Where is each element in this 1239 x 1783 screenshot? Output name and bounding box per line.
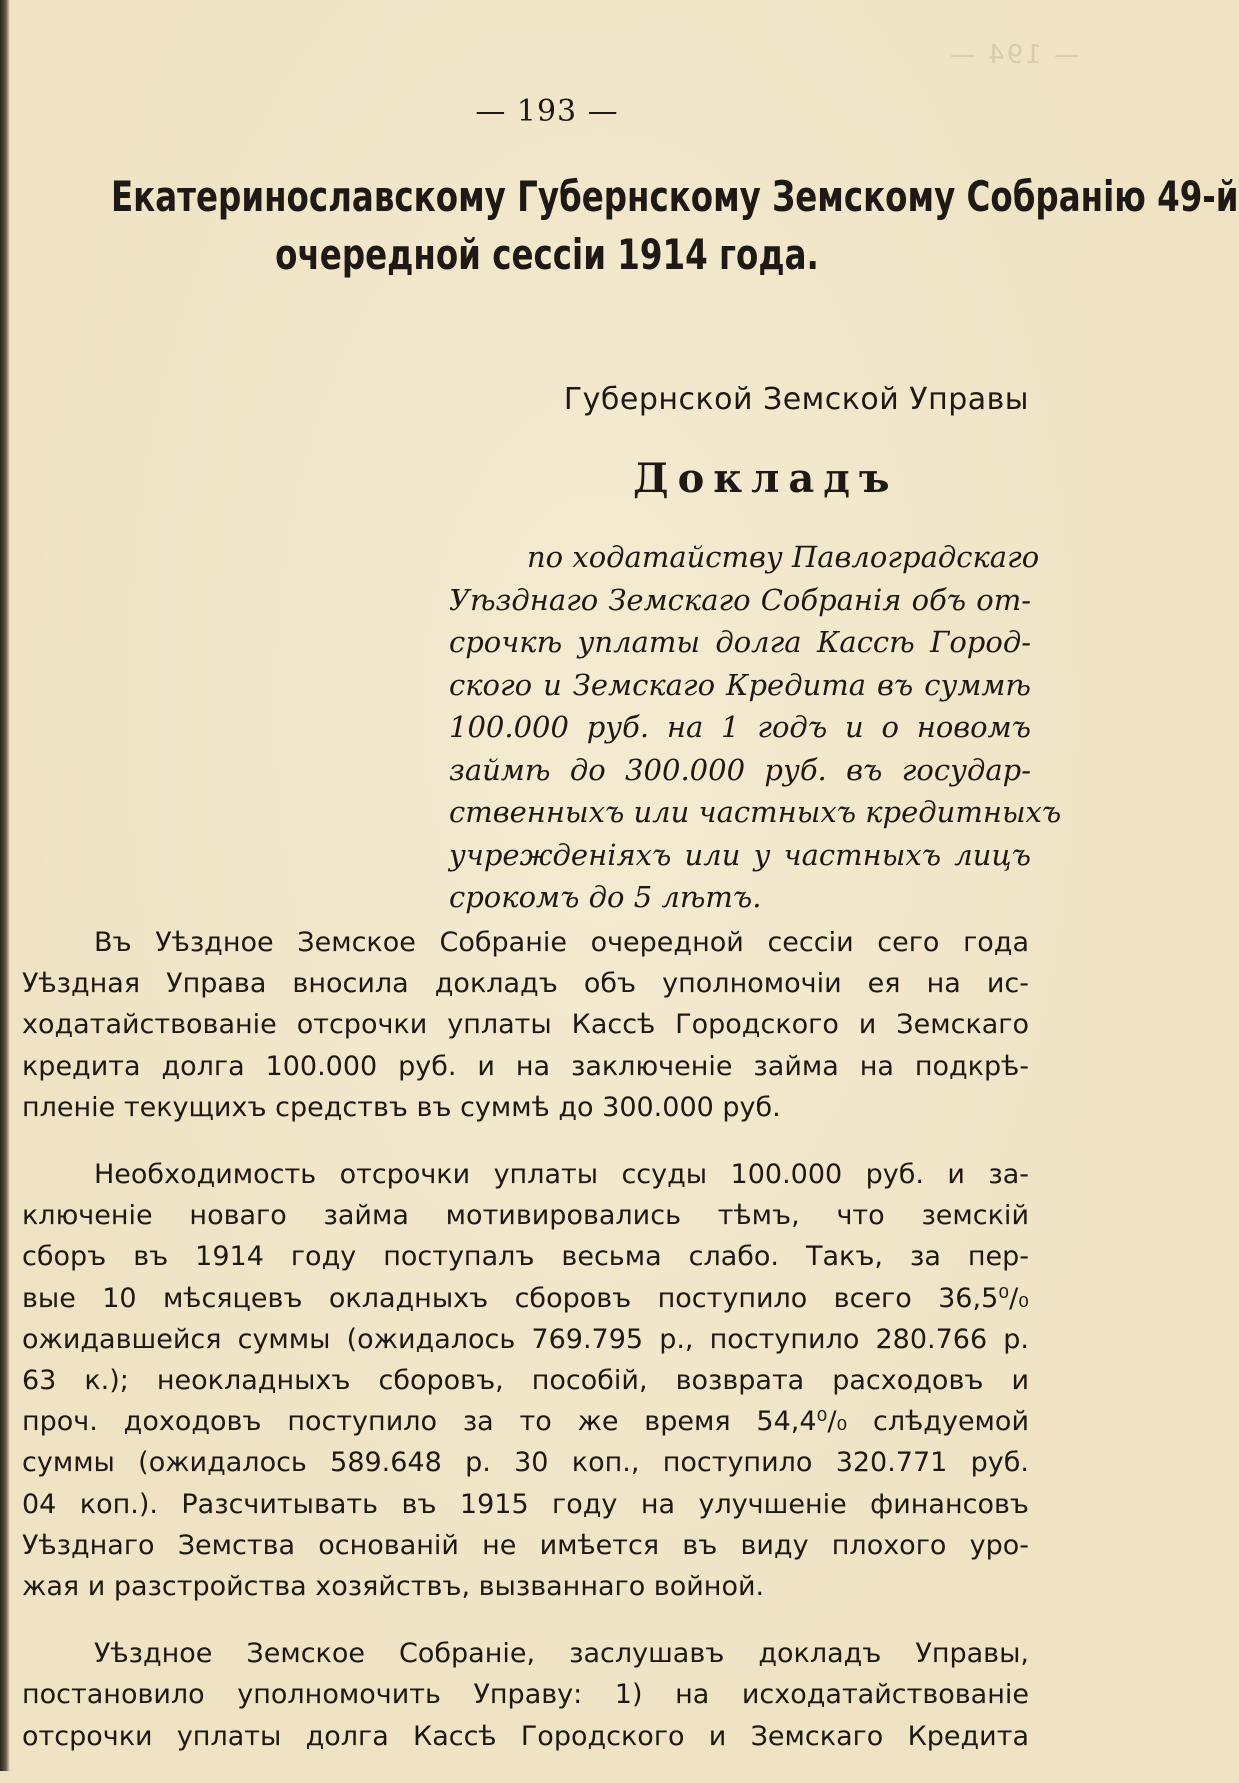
paragraph-2 bbox=[22, 1154, 1029, 1607]
text-line: проч. доходовъ поступило за то же время 54,4⁰/₀ слѣдуемой bbox=[22, 1406, 1029, 1438]
text-line: Уѣзднаго Земства основаній не имѣется въ виду плохого уро- bbox=[22, 1529, 1029, 1561]
text-line: жая и разстройства хозяйствъ, вызваннаго войной. bbox=[22, 1571, 765, 1603]
paragraph-3 bbox=[22, 1633, 1029, 1757]
paragraph-1 bbox=[22, 922, 1029, 1128]
report-subject bbox=[449, 536, 1062, 919]
text-line: пленіе текущихъ средствъ въ суммѣ до 300.000 руб. bbox=[22, 1091, 781, 1123]
subject-line: учрежденіяхъ или у частныхъ лицъ bbox=[449, 837, 1031, 872]
header-line-1: Екатеринославскому Губернскому Земскому Собранію 49-й bbox=[110, 172, 1239, 221]
subject-line: Уѣзднаго Земскаго Собранія объ от- bbox=[449, 582, 1031, 617]
bleed-through-page-number: — 194 — bbox=[947, 40, 1080, 70]
text-line: 63 к.); неокладныхъ сборовъ, пособій, возврата расходовъ и bbox=[22, 1365, 1029, 1397]
text-line: кредита долга 100.000 руб. и на заключеніе займа на подкрѣ- bbox=[22, 1050, 1029, 1082]
subject-line: займѣ до 300.000 руб. въ государ- bbox=[449, 752, 1031, 787]
text-line: сборъ въ 1914 году поступалъ весьма слабо. Такъ, за пер- bbox=[22, 1241, 1029, 1273]
text-line: отсрочки уплаты долга Кассѣ Городского и Земскаго Кредита bbox=[22, 1720, 1029, 1752]
text-line: Необходимость отсрочки уплаты ссуды 100.000 руб. и за- bbox=[94, 1159, 1029, 1191]
header-line-2: очередной сессіи 1914 года. bbox=[275, 230, 819, 279]
subject-line: срочкѣ уплаты долга Кассѣ Город- bbox=[449, 625, 1031, 659]
text-line: Уѣздное Земское Собраніе, заслушавъ докладъ Управы, bbox=[94, 1638, 1029, 1670]
subject-line: ского и Земскаго Кредита въ суммѣ bbox=[449, 667, 1031, 702]
text-line: ключеніе новаго займа мотивировались тѣмъ, что земскій bbox=[22, 1200, 1029, 1232]
text-line: ожидавшейся суммы (ожидалось 769.795 р., поступило 280.766 р. bbox=[22, 1323, 1029, 1355]
text-line: 04 коп.). Разсчитывать въ 1915 году на улучшеніе финансовъ bbox=[22, 1488, 1029, 1520]
subject-line: 100.000 руб. на 1 годъ и о новомъ bbox=[449, 710, 1031, 744]
text-line: суммы (ожидалось 589.648 р. 30 коп., поступило 320.771 руб. bbox=[22, 1447, 1029, 1479]
issuing-authority: Губернской Земской Управы bbox=[563, 382, 1029, 417]
subject-line: срокомъ до 5 лѣтъ. bbox=[449, 880, 762, 914]
document-title: Докладъ bbox=[633, 455, 899, 502]
body-text bbox=[22, 922, 1029, 1783]
subject-line: по ходатайству Павлоградскаго bbox=[527, 540, 1040, 574]
page-number: — 193 — bbox=[475, 94, 619, 129]
document-header bbox=[110, 168, 1239, 284]
subject-line: ственныхъ или частныхъ кредитныхъ bbox=[449, 795, 1062, 829]
text-line: Уѣздная Управа вносила докладъ объ уполномочіи ея на ис- bbox=[22, 968, 1029, 1000]
text-line: ходатайствованіе отсрочки уплаты Кассѣ Городского и Земскаго bbox=[22, 1009, 1029, 1041]
text-line: Въ Уѣздное Земское Собраніе очередной сессіи сего года bbox=[94, 927, 1029, 958]
text-line: постановило уполномочить Управу: 1) на исходатайствованіе bbox=[22, 1679, 1029, 1711]
page-binding-edge bbox=[0, 0, 10, 1771]
text-line: вые 10 мѣсяцевъ окладныхъ сборовъ поступило всего 36,5⁰/₀ bbox=[22, 1282, 1029, 1314]
